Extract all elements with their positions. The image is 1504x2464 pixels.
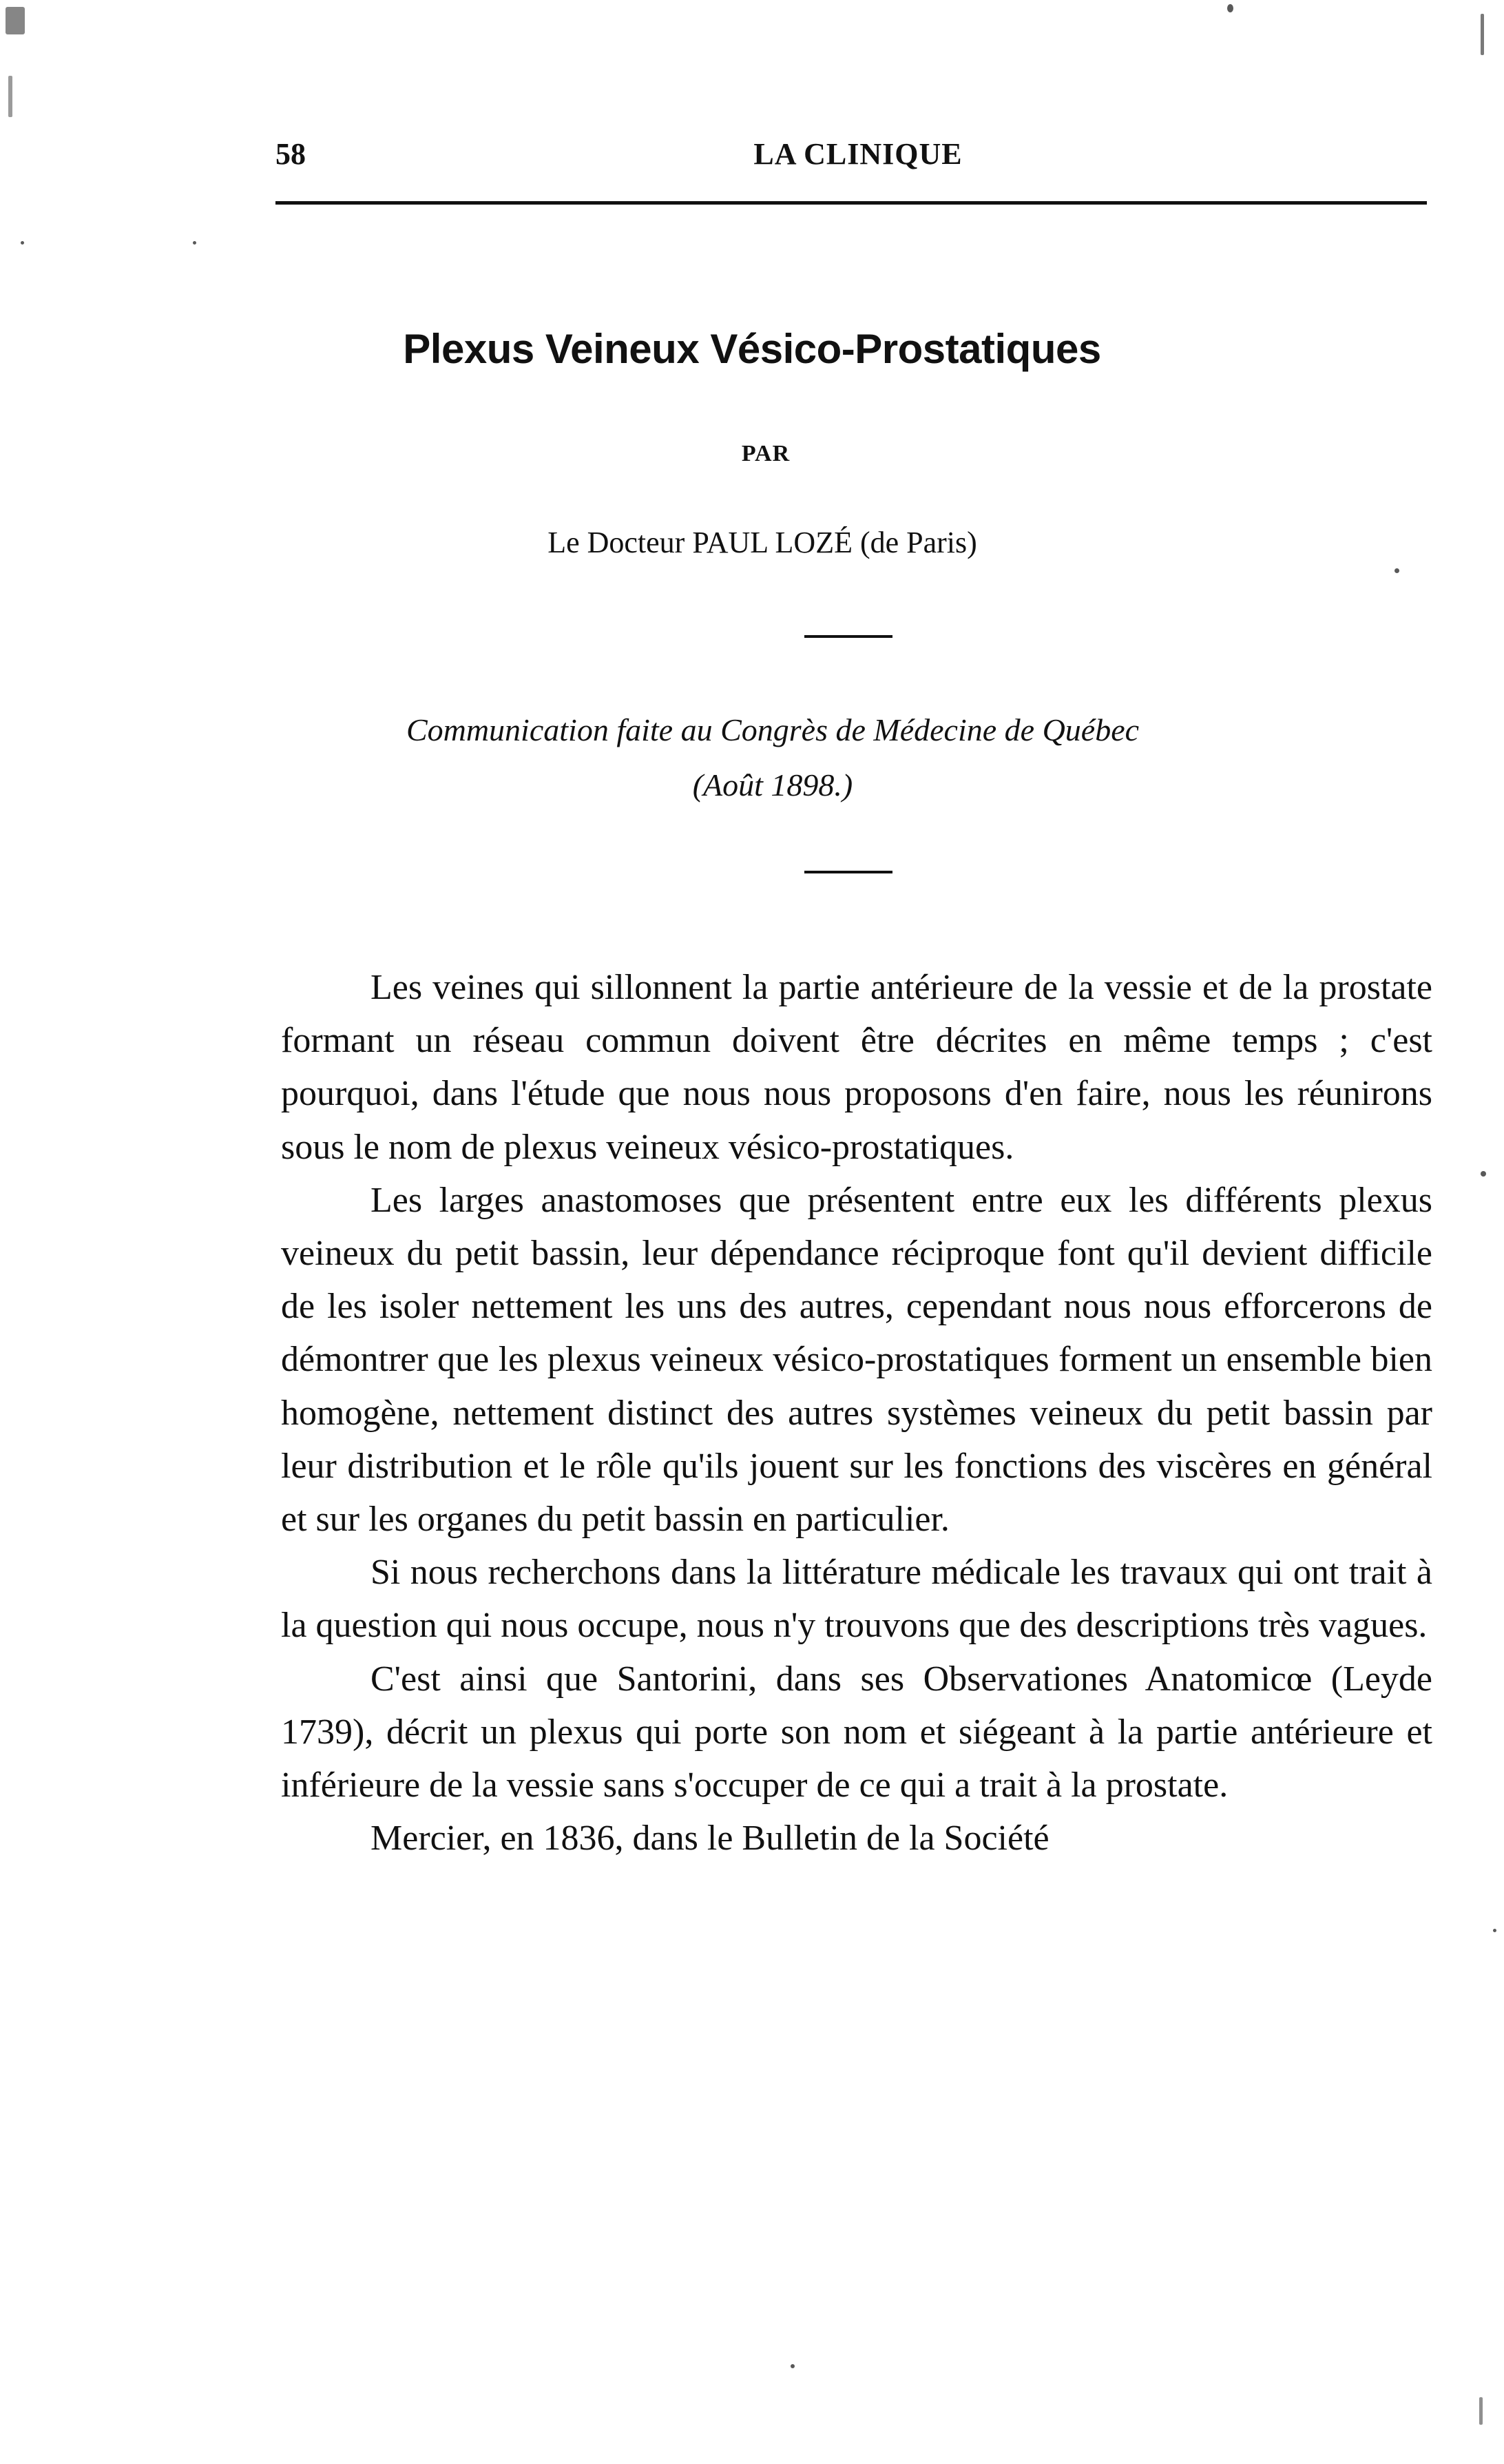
body-text xyxy=(281,961,1432,1865)
scan-speck xyxy=(1227,4,1233,12)
communication-date: (Août 1898.) xyxy=(692,767,853,803)
scan-speck xyxy=(1481,1171,1486,1177)
scan-speck xyxy=(193,241,196,245)
scan-speck xyxy=(1479,2397,1483,2425)
body-paragraph: Les larges anastomoses que présentent entre eux les différents plexus veineux du petit bassin, leur dépendance réciproque font qu'il devient difficile de les isoler nettement les uns des autres, cependant nous nous efforcerons de démontrer que les plexus veineux vésico-prostatiques forment un ensemble bien homogène, nettement distinct des autres systèmes veineux du petit bassin par leur distribution et le rôle qu'ils jouent sur les fonctions des viscères en général et sur les organes du petit bassin en particulier. xyxy=(281,1180,1432,1540)
running-head xyxy=(275,136,1427,178)
body-paragraph: C'est ainsi que Santorini, dans ses Observationes Anatomicœ (Leyde 1739), décrit un plexus qui porte son nom et siégeant à la partie antérieure et inférieure de la vessie sans s'occuper de ce qui a trait à la prostate. xyxy=(281,1659,1432,1805)
communication-note xyxy=(0,703,1504,813)
scan-speck xyxy=(1481,14,1484,55)
body-paragraph: Mercier, en 1836, dans le Bulletin de la Société xyxy=(370,1819,1049,1859)
separator-rule xyxy=(804,635,892,638)
communication-line: Communication faite au Congrès de Médecine de Québec xyxy=(406,712,1140,747)
article-title: Plexus Veineux Vésico-Prostatiques xyxy=(403,326,1101,372)
body-paragraph: Les veines qui sillonnent la partie antérieure de la vessie et de la prostate formant un réseau commun doivent être décrites en même temps ; c'est pourquoi, dans l'étude que nous nous proposons d'en faire, nous les réunirons sous le nom de plexus veineux vésico-prostatiques. xyxy=(281,968,1432,1167)
header-rule xyxy=(275,201,1427,205)
scan-speck xyxy=(1395,568,1399,573)
scan-speck xyxy=(791,2364,795,2368)
author-line: Le Docteur PAUL LOZÉ (de Paris) xyxy=(547,526,977,559)
page-number: 58 xyxy=(275,137,306,171)
journal-title: LA CLINIQUE xyxy=(753,137,963,171)
scan-speck xyxy=(6,7,25,34)
scan-speck xyxy=(1493,1929,1496,1932)
separator-rule xyxy=(804,871,892,873)
scan-speck xyxy=(8,76,12,117)
body-paragraph: Si nous recherchons dans la littérature médicale les travaux qui ont trait à la question qui nous occupe, nous n'y trouvons que des descriptions très vagues. xyxy=(281,1553,1432,1646)
scan-speck xyxy=(21,241,24,245)
byline-par: PAR xyxy=(741,441,791,466)
